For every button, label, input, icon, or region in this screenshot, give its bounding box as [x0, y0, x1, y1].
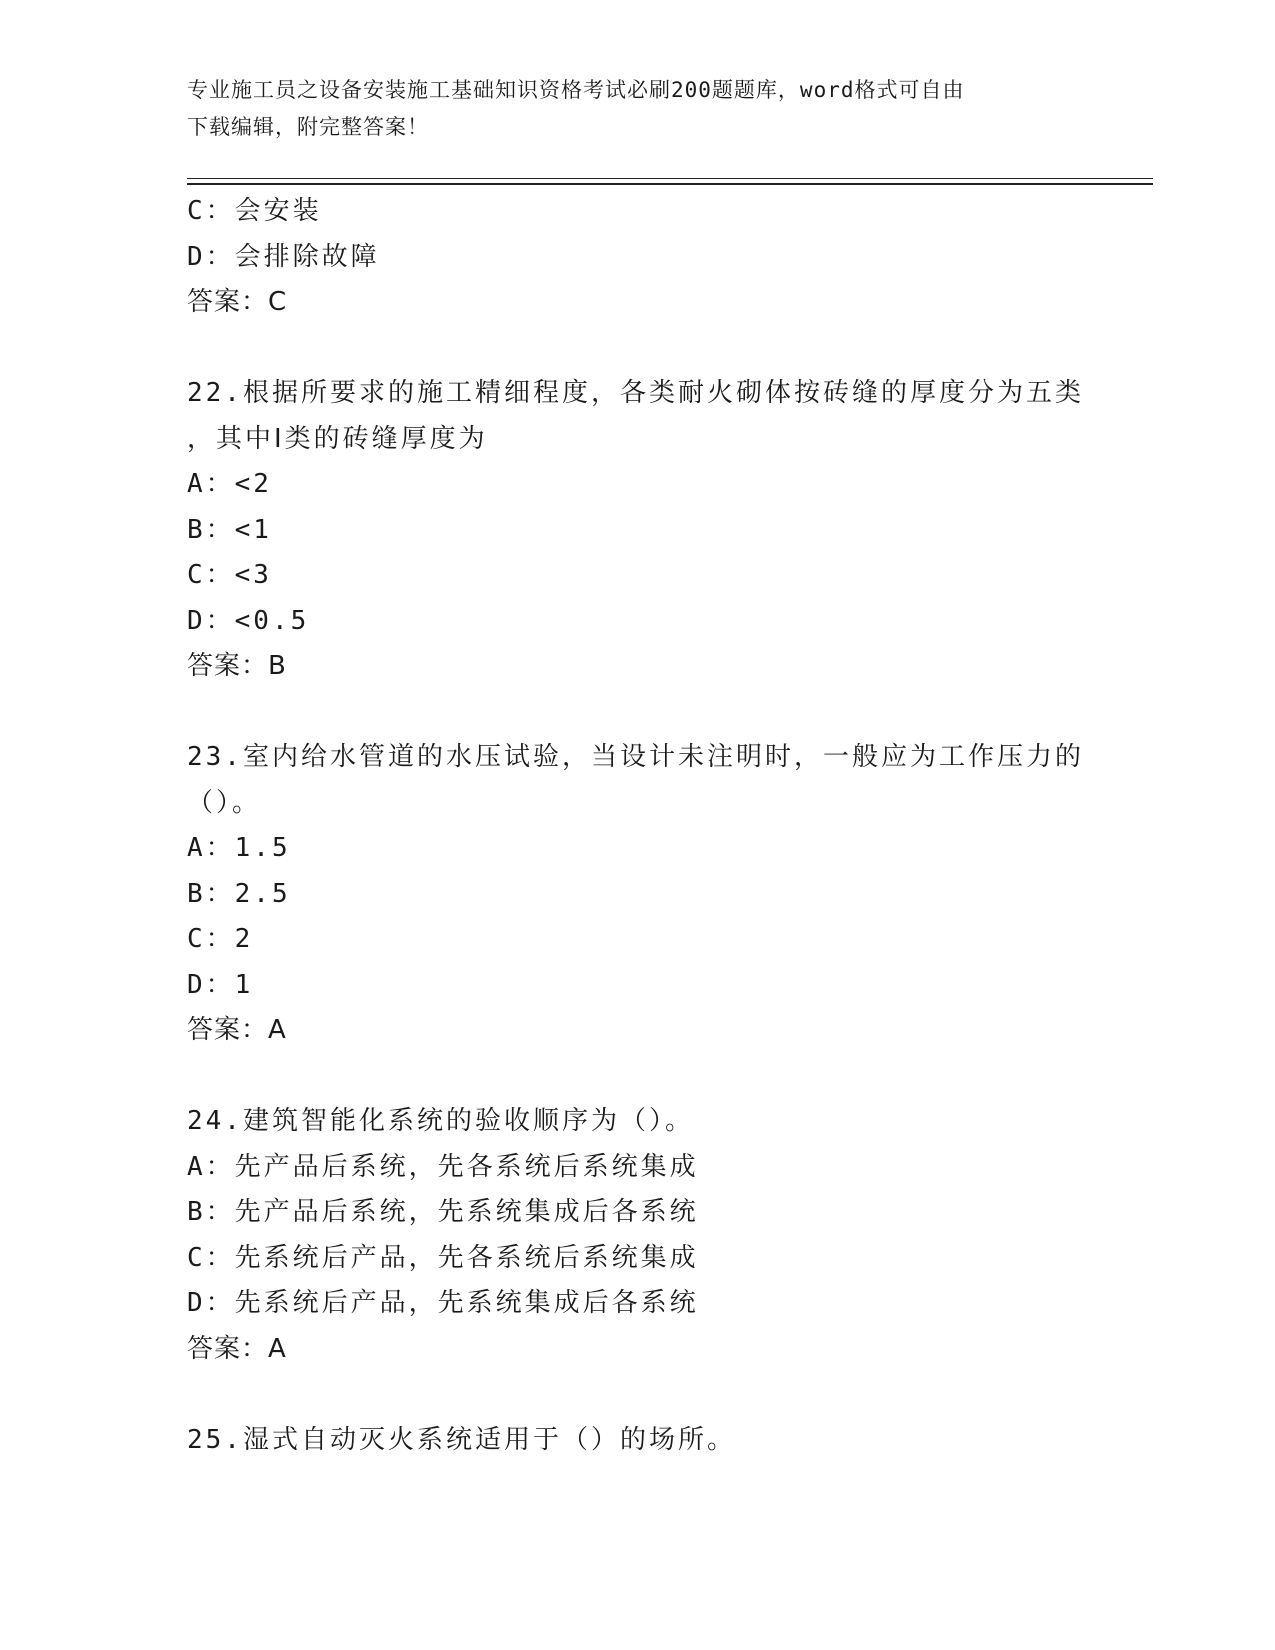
question-22	[187, 371, 1147, 690]
question-24	[187, 1099, 1147, 1372]
header-title-line-2: 下载编辑，附完整答案！	[187, 115, 429, 139]
answer: 答案：C	[187, 287, 288, 317]
answer: 答案：B	[187, 651, 287, 681]
question-stem-line-1: 24.建筑智能化系统的验收顺序为（）。	[187, 1106, 694, 1136]
header-title-line-1: 专业施工员之设备安装施工基础知识资格考试必刷200题题库，word格式可自由	[187, 78, 965, 102]
question-23	[187, 735, 1147, 1054]
header-divider-thin	[187, 178, 1153, 179]
question-21	[187, 189, 1147, 326]
option-a: A：<2	[187, 469, 272, 499]
header-divider-thick	[187, 183, 1153, 185]
option-b: B：<1	[187, 514, 272, 545]
option-c: C：<3	[187, 560, 272, 590]
option-a: A：1.5	[187, 833, 291, 863]
spacer	[187, 690, 1147, 736]
option-d: D：先系统后产品，先系统集成后各系统	[187, 1288, 699, 1318]
option-d: D：<0.5	[187, 605, 310, 636]
option-a: A：先产品后系统，先各系统后系统集成	[187, 1151, 699, 1182]
question-stem-line-1: 25.湿式自动灭火系统适用于（）的场所。	[187, 1424, 736, 1455]
option-c: C：先系统后产品，先各系统后系统集成	[187, 1242, 699, 1273]
question-stem-line-2: （）。	[187, 787, 262, 818]
option-c: C：2	[187, 924, 254, 954]
question-25	[187, 1418, 1147, 1464]
option-c: C：会安装	[187, 196, 322, 226]
answer: 答案：A	[187, 1015, 287, 1045]
option-b: B：先产品后系统，先系统集成后各系统	[187, 1197, 699, 1227]
spacer	[187, 1372, 1147, 1418]
question-stem-line-1: 22.根据所要求的施工精细程度，各类耐火砌体按砖缝的厚度分为五类	[187, 378, 1084, 408]
question-list	[187, 189, 1147, 1463]
option-d: D：1	[187, 969, 254, 1000]
question-stem-line-2: ，其中Ⅰ类的砖缝厚度为	[187, 423, 488, 454]
option-b: B：2.5	[187, 878, 291, 909]
question-stem-line-1: 23.室内给水管道的水压试验，当设计未注明时，一般应为工作压力的	[187, 742, 1084, 772]
spacer	[187, 326, 1147, 372]
document-header	[187, 72, 1087, 146]
spacer	[187, 1054, 1147, 1100]
answer: 答案：A	[187, 1333, 287, 1364]
option-d: D：会排除故障	[187, 241, 380, 272]
